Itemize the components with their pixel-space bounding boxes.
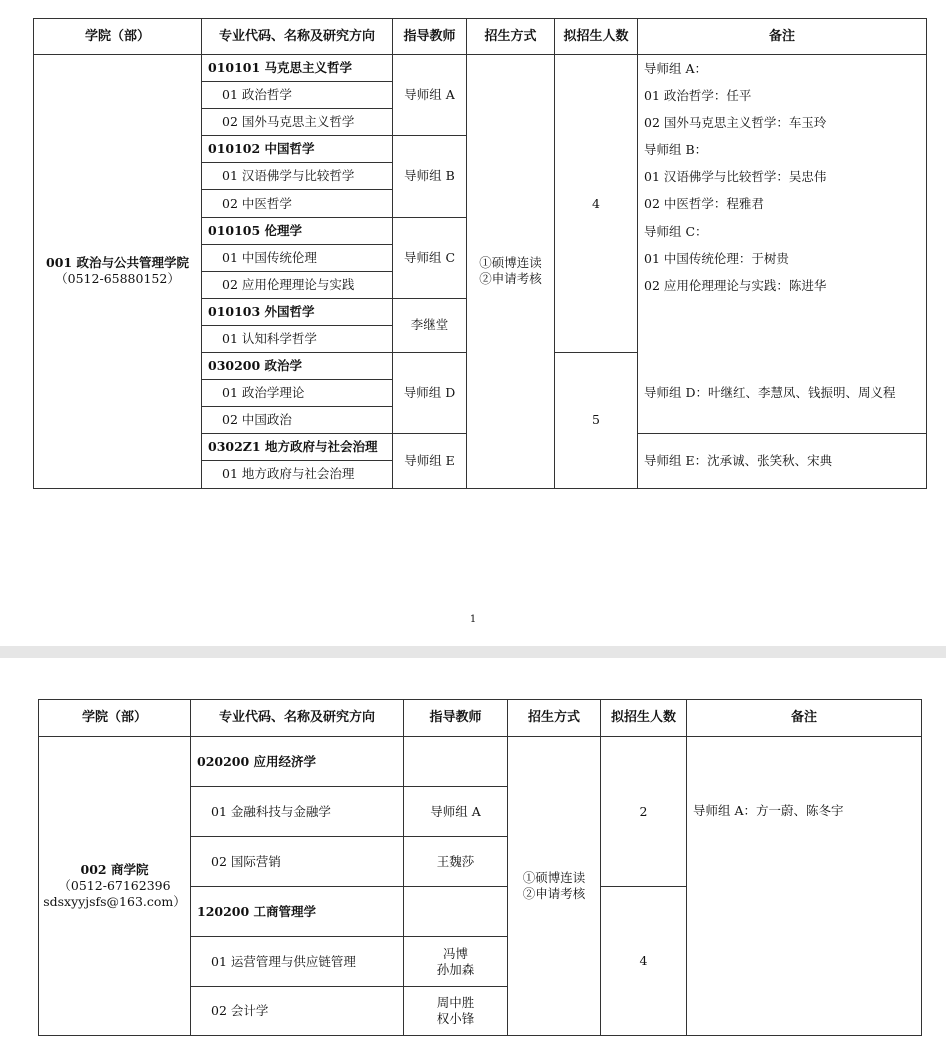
remark-line: 导师组 C： (644, 223, 708, 239)
research-direction: 02 应用伦理理论与实践 (202, 271, 393, 298)
major-code: 0302Z1 地方政府与社会治理 (202, 434, 393, 461)
advisor-cell: 导师组 C (393, 217, 467, 298)
page-separator (0, 646, 946, 658)
method-line: ①硕博连读 (522, 870, 586, 885)
page-number: 1 (469, 614, 477, 625)
count-cell: 2 (601, 737, 687, 887)
remark-line: 01 中国传统伦理：于树贵 (644, 250, 789, 266)
advisor-cell (404, 987, 508, 1036)
remark-cell (638, 55, 927, 353)
research-direction: 01 地方政府与社会治理 (202, 461, 393, 488)
remark-cell: 导师组 D：叶继红、李慧凤、钱振明、周义程 (638, 353, 927, 434)
header-advisor: 指导教师 (404, 700, 508, 737)
header-count: 拟招生人数 (601, 700, 687, 737)
major-code: 010103 外国哲学 (202, 298, 393, 325)
header-major: 专业代码、名称及研究方向 (202, 19, 393, 55)
advisor-cell (404, 937, 508, 987)
research-direction: 01 汉语佛学与比较哲学 (202, 163, 393, 190)
header-method: 招生方式 (467, 19, 555, 55)
header-remark: 备注 (638, 19, 927, 55)
research-direction: 01 政治哲学 (202, 82, 393, 109)
method-cell (467, 55, 555, 489)
count-cell: 5 (555, 353, 638, 488)
table-header-row (39, 700, 922, 737)
major-code: 010101 马克思主义哲学 (202, 55, 393, 82)
advisor-cell: 导师组 A (393, 55, 467, 136)
advisor-name: 孙加森 (436, 961, 475, 977)
advisor-cell: 王魏莎 (404, 837, 508, 887)
college-cell (34, 55, 202, 489)
method-cell (508, 737, 601, 1036)
remark-line: 导师组 A： (644, 61, 708, 76)
major-code: 120200 工商管理学 (191, 887, 404, 937)
remark-cell: 导师组 E：沈承诚、张笑秋、宋典 (638, 434, 927, 488)
advisor-name: 周中胜 (436, 995, 475, 1010)
advisor-cell-empty (404, 887, 508, 937)
research-direction: 02 国外马克思主义哲学 (202, 109, 393, 136)
advisor-name: 冯博 (442, 945, 468, 961)
table-header-row (34, 19, 927, 55)
remark-line: 02 中医哲学：程雅君 (644, 196, 764, 212)
advisor-cell: 李继堂 (393, 298, 467, 352)
method-line: ②申请考核 (522, 886, 586, 901)
college-email: sdsxyyjsfs@163.com） (43, 894, 186, 909)
header-college: 学院（部） (34, 19, 202, 55)
major-code: 010105 伦理学 (202, 217, 393, 244)
research-direction: 02 中国政治 (202, 407, 393, 434)
advisor-cell: 导师组 A (404, 787, 508, 837)
remark-line: 01 汉语佛学与比较哲学：吴忠伟 (644, 169, 827, 185)
count-cell: 4 (555, 55, 638, 353)
advisor-cell: 导师组 E (393, 434, 467, 488)
research-direction: 01 认知科学哲学 (202, 325, 393, 352)
method-line: ①硕博连读 (479, 255, 542, 271)
table-row (34, 55, 927, 82)
research-direction: 02 中医哲学 (202, 190, 393, 217)
research-direction: 01 中国传统伦理 (202, 244, 393, 271)
header-college: 学院（部） (39, 700, 191, 737)
advisor-cell: 导师组 B (393, 136, 467, 217)
header-method: 招生方式 (508, 700, 601, 737)
header-remark: 备注 (687, 700, 922, 737)
header-count: 拟招生人数 (555, 19, 638, 55)
remark-cell (687, 737, 922, 1036)
remark-line: 02 应用伦理理论与实践：陈进华 (644, 277, 827, 293)
research-direction: 01 政治学理论 (202, 380, 393, 407)
college-phone: （0512-65880152） (55, 271, 180, 287)
header-major: 专业代码、名称及研究方向 (191, 700, 404, 737)
research-direction: 02 会计学 (191, 987, 404, 1036)
count-cell: 4 (601, 887, 687, 1036)
major-code: 020200 应用经济学 (191, 737, 404, 787)
major-code: 010102 中国哲学 (202, 136, 393, 163)
admission-table-page1 (33, 18, 927, 489)
advisor-cell-empty (404, 737, 508, 787)
research-direction: 01 运营管理与供应链管理 (191, 937, 404, 987)
major-code: 030200 政治学 (202, 353, 393, 380)
header-advisor: 指导教师 (393, 19, 467, 55)
remark-line: 导师组 B： (644, 142, 708, 158)
advisor-cell: 导师组 D (393, 353, 467, 434)
remark-line: 02 国外马克思主义哲学：车玉玲 (644, 115, 827, 131)
admission-table-page2 (38, 699, 922, 1036)
research-direction: 02 国际营销 (191, 837, 404, 887)
advisor-name: 权小锋 (436, 1011, 475, 1026)
remark-line: 导师组 A：方一蔚、陈冬宇 (693, 803, 844, 818)
college-phone: （0512-67162396 (58, 878, 171, 893)
table-row (39, 737, 922, 787)
college-name: 002 商学院 (80, 862, 149, 877)
remark-line: 01 政治哲学：任平 (644, 88, 752, 104)
method-line: ②申请考核 (479, 271, 542, 287)
research-direction: 01 金融科技与金融学 (191, 787, 404, 837)
college-name: 001 政治与公共管理学院 (46, 255, 189, 271)
college-cell (39, 737, 191, 1036)
